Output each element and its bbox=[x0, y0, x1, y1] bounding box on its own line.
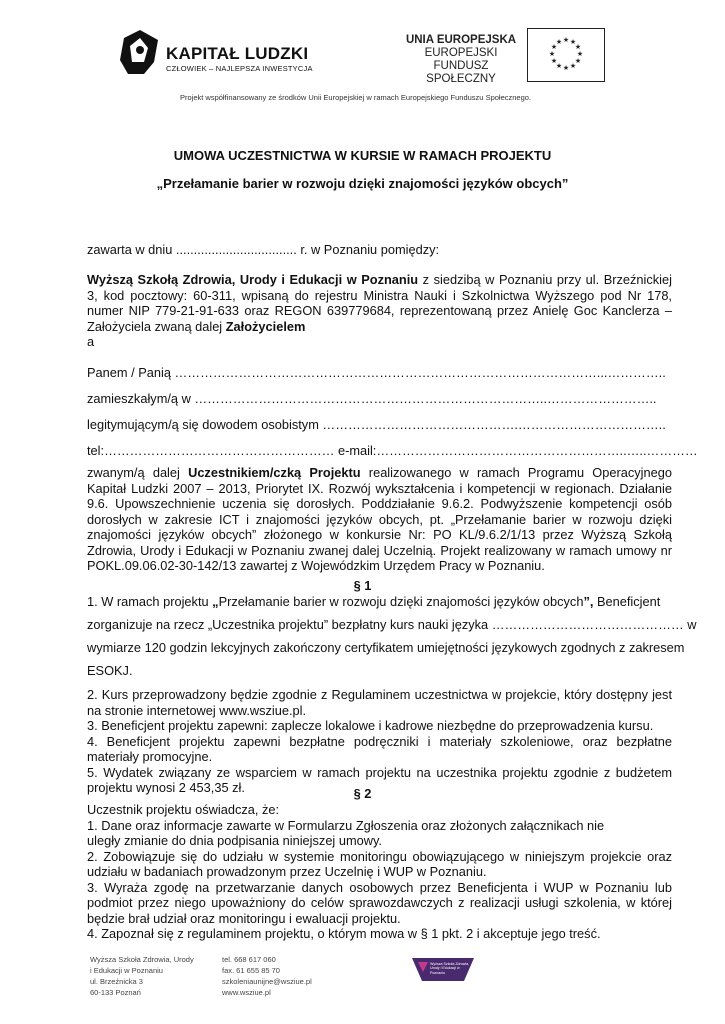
participant-paragraph bbox=[87, 465, 672, 574]
eu-line-1: UNIA EUROPEJSKA bbox=[405, 34, 517, 46]
eu-line-3: FUNDUSZ SPOŁECZNY bbox=[426, 60, 496, 85]
svg-text:★: ★ bbox=[548, 50, 556, 58]
svg-text:★: ★ bbox=[562, 64, 570, 72]
funding-note: Projekt współfinansowany ze środków Unii Europejskiej w ramach Europejskiego Funduszu Społecznego. bbox=[180, 93, 532, 102]
svg-text:★: ★ bbox=[550, 43, 558, 51]
eu-text bbox=[398, 34, 524, 86]
party-one bbox=[87, 272, 672, 350]
svg-text:★: ★ bbox=[574, 43, 582, 51]
footer-tel: tel. 668 617 060 bbox=[222, 955, 276, 964]
logo-subtitle: CZŁOWIEK – NAJLEPSZA INWESTYCJA bbox=[166, 64, 313, 73]
svg-text:★: ★ bbox=[576, 50, 584, 58]
section-1-point-4: 4. Beneficjent projektu zapewni bezpłatne podręczniki i materiały szkoleniowe, oraz bezpłatne materiały promocyjne. bbox=[87, 733, 672, 764]
footer-fax: fax. 61 655 85 70 bbox=[222, 966, 280, 975]
concluded-line: zawarta w dniu .................................. r. w Poznaniu pomiędzy: bbox=[87, 242, 440, 257]
svg-text:★: ★ bbox=[569, 62, 577, 70]
svg-text:★: ★ bbox=[550, 57, 558, 65]
kapital-ludzki-emblem bbox=[118, 28, 160, 78]
name-field: Panem / Panią ………………………………………………………………………………………...………….. bbox=[87, 365, 666, 380]
section-2-heading: § 2 bbox=[353, 786, 372, 801]
svg-text:★: ★ bbox=[555, 62, 563, 70]
svg-text:★: ★ bbox=[562, 36, 570, 44]
footer-email: szkoleniaunijne@wsziue.pl bbox=[222, 977, 312, 986]
section-1-point-3: 3. Beneficjent projektu zapewni: zaplecze lokalowe i kadrowe niezbędne do przeprowadzenia kursu. bbox=[87, 718, 654, 733]
logo-title: KAPITAŁ LUDZKI bbox=[166, 44, 309, 63]
contact-field: tel:……………………………………………… e-mail:…………………………………………………..…..………… bbox=[87, 443, 698, 458]
eu-flag bbox=[527, 28, 605, 82]
party-one-details: z siedzibą w Poznaniu przy ul. Brzeźnickiej 3, kod pocztowy: 60-311, wpisaną do rejestru Ministra Nauki i Szkolnictwa Wyższego pod Nr 178, numer NIP 779-21-91-633 oraz REGON 639779684, reprezentowaną przez Anielę Goc Kanclerza – Założyciela zwaną dalej bbox=[87, 272, 672, 334]
p1-text-e: Beneficjent bbox=[593, 594, 661, 609]
footer-address-line-4: 60-133 Poznań bbox=[90, 988, 141, 997]
section-2-point-3: 3. Wyraża zgodę na przetwarzanie danych osobowych przez Beneficjenta i WUP w Poznaniu lub podmiot przez niego upoważniony do celów sprawozdawczych z realizacji usługi szkolenia, w której będzie brał udział oraz monitoringu i ewaluacji projektu. bbox=[87, 879, 672, 926]
svg-text:★: ★ bbox=[574, 57, 582, 65]
p1-quote-open: „ bbox=[212, 594, 219, 609]
p1-project-name: Przełamanie barier w rozwoju dzięki znajomości języków obcych bbox=[218, 594, 584, 609]
participant-details: realizowanego w ramach Programu Operacyjnego Kapitał Ludzki 2007 – 2013, Priorytet IX. Rozwój wykształcenia i kompetencji w regionach. Działanie 9.6. Upowszechnienie uczenia się dorosłych. Poddziałanie 9.6.2. Podwyższenie kompetencji osób dorosłych w zakresie ICT i znajomości języków obcych, pt. „Przełamanie barier w rozwoju dzięki znajomości języków obcych” złożonego w konkursie Nr: PO KL/9.6.2/1/13 przez Wyższą Szkołą Zdrowia, Urody i Edukacji w Poznaniu zwanej dalej Uczelnią. Projekt realizowany w ramach umowy nr POKL.09.06.02-30-142/13 zawartej z Wojewódzkim Urzędem Pracy w Poznaniu. bbox=[87, 465, 672, 573]
section-2-point-2: 2. Zobowiązuje się do udziału w systemie monitoringu obowiązującego w niniejszym projekcie oraz udziału w badaniach prowadzonym przez Uczelnię i WUP w Poznaniu. bbox=[87, 848, 672, 879]
eu-line-2: EUROPEJSKI bbox=[424, 47, 498, 59]
footer-address-line-2: i Edukacji w Poznaniu bbox=[90, 966, 163, 975]
project-title: „Przełamanie barier w rozwoju dzięki znajomości języków obcych” bbox=[156, 176, 569, 191]
footer-address-line-3: ul. Brzeźnicka 3 bbox=[90, 977, 143, 986]
school-logo bbox=[408, 954, 480, 984]
participant-prefix: zwanym/ą dalej bbox=[87, 465, 189, 480]
svg-text:★: ★ bbox=[555, 38, 563, 46]
section-2-points bbox=[87, 802, 672, 942]
svg-text:★: ★ bbox=[569, 38, 577, 46]
participant-alias: Uczestnikiem/czką Projektu bbox=[188, 465, 361, 480]
section-1-heading: § 1 bbox=[353, 578, 372, 593]
party-one-alias: Założycielem bbox=[225, 318, 306, 334]
section-2-point-1-line-1: 1. Dane oraz informacje zawarte w Formularzu Zgłoszenia oraz złożonych załącznikach nie bbox=[87, 817, 605, 833]
section-1-points bbox=[87, 687, 672, 796]
footer-www: www.wsziue.pl bbox=[222, 988, 271, 997]
footer-address bbox=[90, 954, 194, 998]
address-field: zamieszkałym/ą w ………………………………………………………………………..…………………….. bbox=[87, 391, 657, 406]
school-logo-text: Wyższa Szkoła Zdrowia, Urody i Edukacji w Poznaniu bbox=[430, 962, 470, 975]
and-word: a bbox=[87, 334, 95, 349]
p1-quote-close: ”, bbox=[583, 594, 594, 609]
section-2-intro: Uczestnik projektu oświadcza, że: bbox=[87, 802, 280, 817]
header bbox=[0, 0, 725, 110]
p1-text-a: 1. W ramach projektu bbox=[87, 594, 213, 609]
section-2-point-1-line-2: uległy zmianie do dnia podpisania niniejszej umowy. bbox=[87, 833, 382, 848]
section-1-point-1-line-1 bbox=[87, 594, 672, 610]
party-one-name: Wyższą Szkołą Zdrowia, Urody i Edukacji w Poznaniu bbox=[87, 272, 419, 287]
section-1-point-2: 2. Kurs przeprowadzony będzie zgodnie z Regulaminem uczestnictwa w projekcie, który dostępny jest na stronie internetowej www.wsziue.pl. bbox=[87, 687, 672, 718]
id-field: legitymującym/ą się dowodem osobistym ……………………………………….…………………………….. bbox=[87, 417, 666, 432]
document-title: UMOWA UCZESTNICTWA W KURSIE W RAMACH PROJEKTU bbox=[173, 148, 552, 163]
section-1-point-1-line-4: ESOKJ. bbox=[87, 663, 133, 678]
section-1-point-5: 5. Wydatek związany ze wsparciem w ramach projektu na uczestnika projektu zgodnie z budżetem projektu wynosi 2 453,35 zł. bbox=[87, 764, 672, 795]
footer-contact bbox=[222, 954, 312, 998]
footer-address-line-1: Wyższa Szkoła Zdrowia, Urody bbox=[90, 955, 194, 964]
section-1-point-1-line-2: zorganizuje na rzecz „Uczestnika projektu” bezpłatny kurs nauki języka ……………………………………… w bbox=[87, 617, 697, 632]
section-2-point-4: 4. Zapoznał się z regulaminem projektu, o którym mowa w § 1 pkt. 2 i akceptuje jego treść. bbox=[87, 926, 601, 941]
section-1-point-1-line-3: wymiarze 120 godzin lekcyjnych zakończony certyfikatem umiejętności językowych zgodnych z zakresem bbox=[87, 640, 685, 655]
